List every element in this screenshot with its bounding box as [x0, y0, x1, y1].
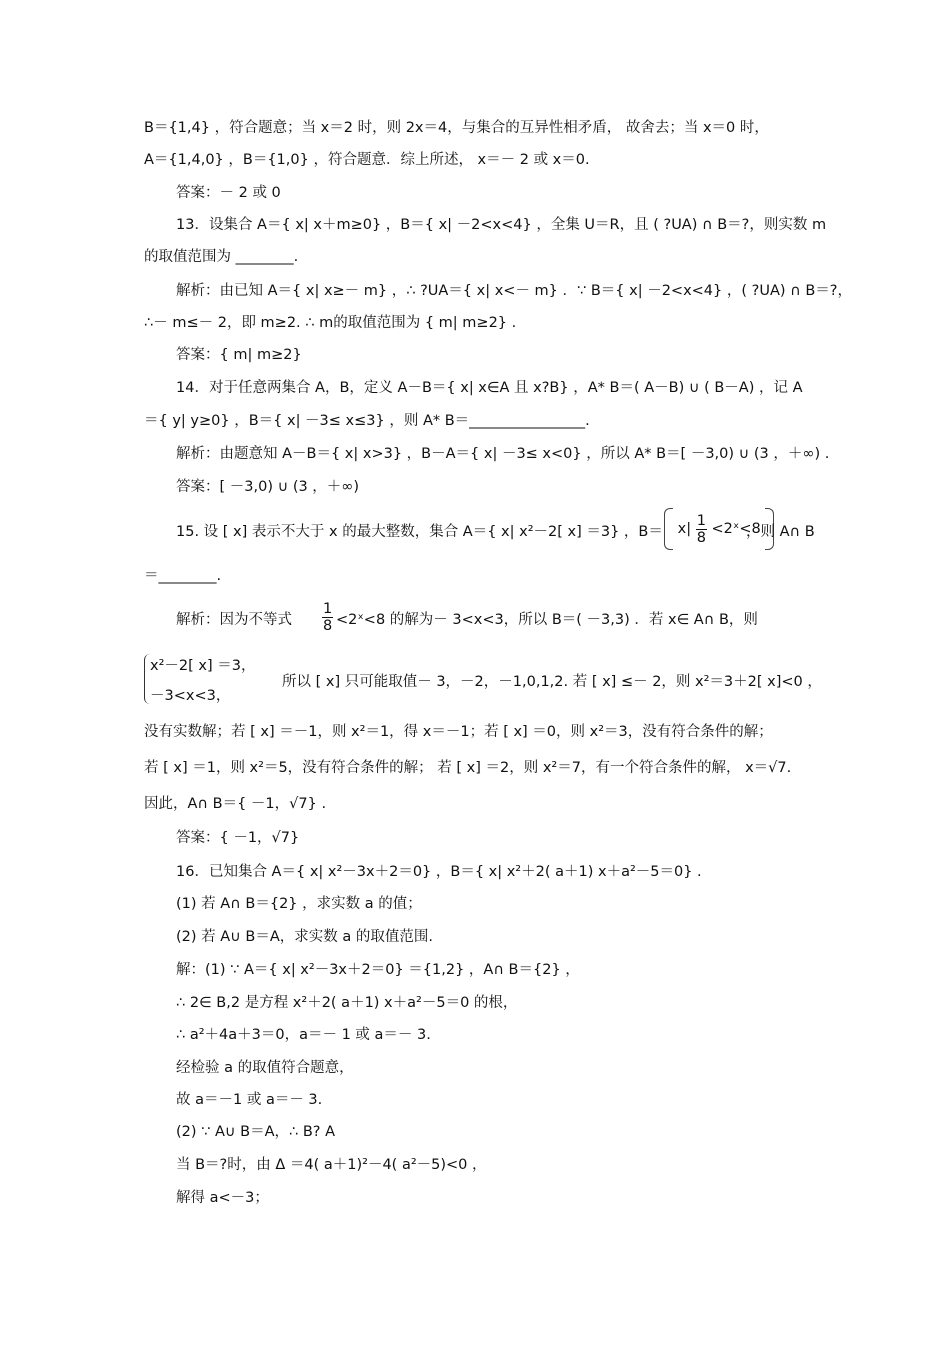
text-line: ＝{ y| y≥0} ，B＝{ x| －3≤ x≤3} ，则 A* B＝________________. [144, 413, 590, 429]
system-row-2: －3<x<3， [150, 688, 231, 704]
text-fragment: <2ˣ<8 的解为－ 3<x<3，所以 B＝( －3,3) ．若 x∈ A∩ B，则 [336, 612, 758, 628]
system-row-1: x²－2[ x] ＝3， [150, 658, 256, 674]
answer-line: 答案：{ m| m≥2} [176, 347, 302, 363]
text-line: 经检验 a 的取值符合题意， [176, 1060, 354, 1076]
text-line: ∴－ m≤－ 2，即 m≥2. ∴ m的取值范围为 { m| m≥2} . [144, 315, 517, 331]
set-b-prefix: x| [677, 521, 692, 537]
text-line: 的取值范围为 ________. [144, 249, 299, 265]
text-line: 故 a＝－1 或 a＝－ 3. [176, 1092, 323, 1108]
fraction [322, 601, 333, 634]
solution-line: 解析：因为不等式 [176, 612, 292, 628]
answer-line: 答案：[ －3,0) ∪ (3 ，＋∞) [176, 479, 360, 495]
text-line: ＝________. [144, 568, 222, 584]
text-line: (2) 若 A∪ B＝A，求实数 a 的取值范围. [176, 929, 433, 945]
text-line: (2) ∵ A∪ B＝A，∴ B? A [176, 1124, 335, 1140]
question-16: 16．已知集合 A＝{ x| x²－3x＋2＝0} ，B＝{ x| x²＋2( a＋1) x＋a²－5＝0} . [176, 864, 702, 880]
solution-line: 解析：由题意知 A－B＝{ x| x>3} ，B－A＝{ x| －3≤ x<0} ，所以 A* B＝[ －3,0) ∪ (3 ，＋∞) . [176, 446, 830, 462]
fraction-denominator: 8 [323, 618, 333, 634]
fraction-denominator: 8 [696, 529, 706, 546]
text-line: 因此，A∩ B＝{ －1，√7} . [144, 796, 327, 812]
question-13: 13．设集合 A＝{ x| x＋m≥0} ，B＝{ x| －2<x<4} ，全集 U＝R，且 ( ?UA) ∩ B＝?，则实数 m [176, 217, 827, 233]
question-14: 14．对于任意两集合 A，B，定义 A－B＝{ x| x∈A 且 x?B} ，A* B＝( A－B) ∪ ( B－A) ，记 A [176, 380, 803, 396]
text-line: ∴ 2∈ B,2 是方程 x²＋2( a＋1) x＋a²－5＝0 的根， [176, 995, 518, 1011]
fraction [696, 513, 707, 546]
left-brace [664, 508, 673, 550]
text-line: 若 [ x] ＝1，则 x²＝5，没有符合条件的解； 若 [ x] ＝2，则 x²＝7，有一个符合条件的解， x＝√7. [144, 760, 792, 776]
text-line: (1) 若 A∩ B＝{2} ，求实数 a 的值； [176, 896, 422, 912]
text-line: 解：(1) ∵ A＝{ x| x²－3x＋2＝0} ＝{1,2} ，A∩ B＝{2} ， [176, 962, 580, 978]
text-line: 没有实数解；若 [ x] ＝－1，则 x²＝1，得 x＝－1；若 [ x] ＝0，则 x²＝3，没有符合条件的解； [144, 724, 773, 740]
text-line: 解得 a<－3； [176, 1190, 269, 1206]
fraction-numerator: 1 [323, 601, 333, 617]
equation-system [144, 652, 256, 710]
question-15: 15. 设 [ x] 表示不大于 x 的最大整数，集合 A＝{ x| x²－2[ x] ＝3} ，B＝ [176, 524, 663, 540]
set-b-inequality: <2ˣ<8 [711, 521, 761, 537]
text-line: 当 B＝?时，由 Δ ＝4( a＋1)²－4( a²－5)<0 ， [176, 1157, 487, 1173]
answer-line: 答案：{ －1，√7} [176, 830, 300, 846]
text-fragment: 所以 [ x] 只可能取值－ 3，－2，－1,0,1,2. 若 [ x] ≤－ 2，则 x²＝3＋2[ x]<0 ， [282, 674, 822, 690]
solution-line: 解析：由已知 A＝{ x| x≥－ m} ，∴ ?UA＝{ x| x<－ m} ．∵ B＝{ x| －2<x<4} ，( ?UA) ∩ B＝?， [176, 283, 852, 299]
answer-line: 答案：－ 2 或 0 [176, 185, 281, 201]
text-line: ∴ a²＋4a＋3＝0，a＝－ 1 或 a＝－ 3. [176, 1027, 431, 1043]
text-line: B＝{1,4} ，符合题意；当 x＝2 时，则 2x＝4，与集合的互异性相矛盾， 故舍去；当 x＝0 时， [144, 120, 769, 136]
text-fragment: ，则 A∩ B [746, 524, 815, 540]
fraction-numerator: 1 [696, 512, 706, 529]
text-line: A＝{1,4,0} ，B＝{1,0} ，符合题意．综上所述， x＝－ 2 或 x＝0. [144, 152, 590, 168]
